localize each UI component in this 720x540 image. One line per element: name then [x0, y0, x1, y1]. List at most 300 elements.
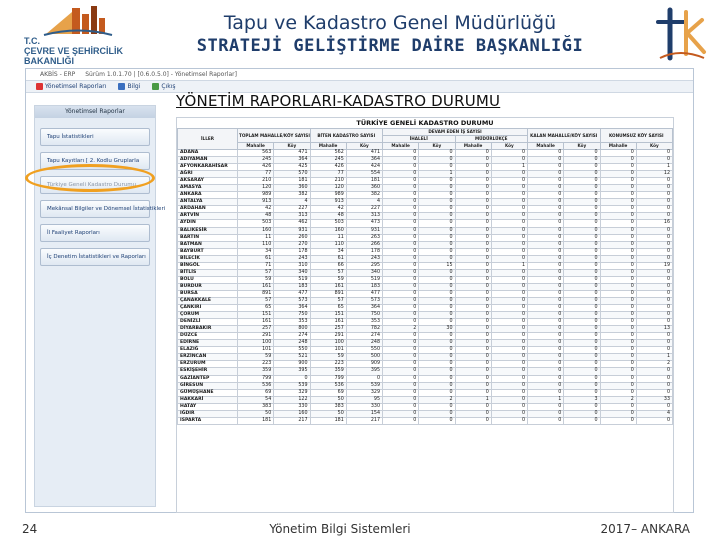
table-cell: 0	[419, 255, 455, 262]
table-cell-il: BİNGÖL	[178, 262, 238, 269]
table-cell: 161	[310, 319, 346, 326]
table-cell: 161	[310, 283, 346, 290]
table-cell: 0	[564, 375, 600, 382]
table-cell: 471	[346, 150, 382, 157]
ministry-emblem-icon	[42, 6, 114, 36]
table-cell: 151	[238, 312, 274, 319]
table-cell: 0	[491, 220, 527, 227]
table-cell: 0	[528, 206, 564, 213]
page-title: Tapu ve Kadastro Genel Müdürlüğü	[223, 12, 557, 34]
table-cell: 0	[600, 354, 636, 361]
sidebar-item-mekansal-bilgiler[interactable]: Mekânsal Bilgiler ve Dönemsel İstatistikleri	[40, 200, 150, 218]
table-cell: 0	[491, 283, 527, 290]
table-cell: 0	[383, 164, 419, 171]
table-cell: 426	[238, 164, 274, 171]
table-row[interactable]	[178, 326, 673, 333]
table-cell: 0	[491, 396, 527, 403]
table-cell: 243	[346, 255, 382, 262]
table-cell: 295	[346, 262, 382, 269]
table-cell: 69	[310, 389, 346, 396]
table-cell-il: AĞRI	[178, 171, 238, 178]
table-row[interactable]	[178, 262, 673, 269]
table-cell: 536	[310, 382, 346, 389]
table-row[interactable]	[178, 417, 673, 424]
table-row[interactable]	[178, 305, 673, 312]
table-cell: 0	[564, 157, 600, 164]
table-row[interactable]	[178, 319, 673, 326]
table-cell: 77	[310, 171, 346, 178]
table-cell: 750	[274, 312, 310, 319]
table-cell: 0	[419, 319, 455, 326]
table-cell: 0	[636, 241, 672, 248]
table-row[interactable]	[178, 297, 673, 304]
table-cell: 0	[636, 368, 672, 375]
table-cell: 217	[274, 417, 310, 424]
table-cell: 0	[600, 248, 636, 255]
table-cell: 0	[383, 305, 419, 312]
table-cell: 0	[564, 305, 600, 312]
table-cell: 59	[310, 276, 346, 283]
table-cell: 799	[238, 375, 274, 382]
table-cell: 0	[491, 255, 527, 262]
table-cell: 227	[346, 206, 382, 213]
unit-mahalle-header: Mahalle	[528, 143, 564, 150]
table-cell: 0	[419, 333, 455, 340]
table-cell: 0	[491, 227, 527, 234]
table-cell: 0	[636, 375, 672, 382]
table-cell: 0	[419, 185, 455, 192]
table-cell: 0	[491, 375, 527, 382]
table-row[interactable]	[178, 290, 673, 297]
table-cell: 0	[600, 326, 636, 333]
table-cell: 34	[310, 248, 346, 255]
table-cell: 0	[528, 375, 564, 382]
table-cell-il: BURSA	[178, 290, 238, 297]
table-cell: 266	[346, 241, 382, 248]
table-cell: 0	[491, 206, 527, 213]
table-cell: 61	[310, 255, 346, 262]
sidebar-item-tapu-istatistikleri[interactable]: Tapu İstatistikleri	[40, 128, 150, 146]
table-cell: 0	[636, 178, 672, 185]
table-cell: 0	[419, 340, 455, 347]
table-row[interactable]	[178, 361, 673, 368]
app-version: Sürüm 1.0.1.70 | [0.6.0.5.0] - Yönetimsel Raporlar]	[85, 71, 237, 78]
table-cell: 57	[310, 297, 346, 304]
table-cell: 50	[310, 396, 346, 403]
table-cell: 0	[528, 354, 564, 361]
table-cell: 0	[564, 171, 600, 178]
table-cell: 217	[346, 417, 382, 424]
table-cell-il: ÇANKIRI	[178, 305, 238, 312]
table-cell-il: EDİRNE	[178, 340, 238, 347]
table-cell: 270	[274, 241, 310, 248]
table-cell: 0	[564, 178, 600, 185]
table-row[interactable]	[178, 276, 673, 283]
unit-mahalle-header: Mahalle	[383, 143, 419, 150]
table-row[interactable]	[178, 234, 673, 241]
table-cell: 395	[274, 368, 310, 375]
table-cell: 329	[274, 389, 310, 396]
table-cell: 0	[564, 382, 600, 389]
table-cell: 0	[383, 213, 419, 220]
table-row[interactable]	[178, 171, 673, 178]
table-cell: 160	[238, 227, 274, 234]
table-cell: 0	[491, 389, 527, 396]
sidebar-item-faaliyet-raporlari[interactable]: İl Faaliyet Raporları	[40, 224, 150, 242]
grid-body	[178, 150, 673, 425]
table-cell: 0	[600, 340, 636, 347]
table-cell: 359	[310, 368, 346, 375]
toolbar-exit-label: Çıkış	[161, 83, 176, 90]
table-cell: 0	[455, 382, 491, 389]
table-cell: 0	[419, 276, 455, 283]
table-cell: 161	[238, 319, 274, 326]
col-biten: BİTEN KADASTRO SAYISI	[310, 129, 383, 143]
table-row[interactable]	[178, 347, 673, 354]
table-cell-il: ARDAHAN	[178, 206, 238, 213]
table-cell: 0	[636, 206, 672, 213]
table-cell: 0	[455, 157, 491, 164]
table-cell: 50	[310, 410, 346, 417]
table-row[interactable]	[178, 185, 673, 192]
table-cell: 0	[383, 389, 419, 396]
table-cell: 2	[600, 396, 636, 403]
table-cell-il: BARTIN	[178, 234, 238, 241]
toolbar-info-button[interactable]	[118, 83, 140, 90]
table-cell: 160	[274, 410, 310, 417]
info-icon	[118, 83, 125, 90]
table-cell: 0	[383, 283, 419, 290]
table-cell: 364	[274, 157, 310, 164]
table-cell: 1	[636, 354, 672, 361]
table-row[interactable]	[178, 157, 673, 164]
table-cell: 0	[636, 333, 672, 340]
table-row[interactable]	[178, 396, 673, 403]
table-cell: 0	[455, 417, 491, 424]
table-row[interactable]	[178, 255, 673, 262]
table-cell: 210	[310, 178, 346, 185]
table-row[interactable]	[178, 269, 673, 276]
table-cell: 0	[528, 241, 564, 248]
table-cell: 2	[636, 361, 672, 368]
table-cell: 100	[238, 340, 274, 347]
table-cell: 0	[419, 410, 455, 417]
footer-right: 2017– ANKARA	[600, 522, 690, 536]
table-cell: 750	[346, 312, 382, 319]
table-cell: 181	[310, 417, 346, 424]
table-cell: 11	[238, 234, 274, 241]
table-cell: 0	[636, 255, 672, 262]
unit-koy-header: Köy	[346, 143, 382, 150]
table-cell: 57	[238, 269, 274, 276]
table-cell: 101	[238, 347, 274, 354]
table-cell: 0	[455, 333, 491, 340]
table-cell: 0	[600, 199, 636, 206]
table-cell: 0	[491, 248, 527, 255]
table-cell: 0	[564, 312, 600, 319]
table-cell-il: ADIYAMAN	[178, 157, 238, 164]
table-cell: 48	[310, 213, 346, 220]
table-cell-il: AFYONKARAHİSAR	[178, 164, 238, 171]
table-row[interactable]	[178, 333, 673, 340]
table-cell: 0	[491, 347, 527, 354]
table-row[interactable]	[178, 403, 673, 410]
table-cell: 891	[238, 290, 274, 297]
table-cell: 0	[600, 255, 636, 262]
unit-koy-header: Köy	[419, 143, 455, 150]
table-row[interactable]	[178, 192, 673, 199]
table-cell-il: ERZİNCAN	[178, 354, 238, 361]
table-row[interactable]	[178, 220, 673, 227]
table-cell: 395	[346, 368, 382, 375]
table-cell: 0	[383, 361, 419, 368]
table-row[interactable]	[178, 382, 673, 389]
table-row[interactable]	[178, 354, 673, 361]
table-cell: 0	[455, 171, 491, 178]
table-cell: 0	[455, 361, 491, 368]
sidebar-item-tapu-kayitlari[interactable]: Tapu Kayıtları [ 2. Kodlu Gruplarla	[40, 152, 150, 170]
table-cell: 0	[600, 347, 636, 354]
table-cell: 0	[491, 319, 527, 326]
table-cell: 65	[310, 305, 346, 312]
table-cell: 0	[491, 157, 527, 164]
table-cell: 0	[383, 375, 419, 382]
table-cell: 69	[238, 389, 274, 396]
unit-koy-header: Köy	[274, 143, 310, 150]
col-kalan: KALAN MAHALLE/KÖY SAYISI	[528, 129, 601, 143]
table-cell: 0	[564, 262, 600, 269]
table-cell: 0	[600, 178, 636, 185]
table-cell: 570	[274, 171, 310, 178]
table-row[interactable]	[178, 241, 673, 248]
table-cell: 0	[528, 248, 564, 255]
table-cell: 0	[419, 178, 455, 185]
table-cell: 0	[419, 347, 455, 354]
table-row[interactable]	[178, 164, 673, 171]
table-cell: 59	[310, 354, 346, 361]
table-cell: 120	[238, 185, 274, 192]
table-cell: 500	[346, 354, 382, 361]
table-cell: 0	[600, 283, 636, 290]
col-iller: İLLER	[178, 129, 238, 150]
table-cell-il: HATAY	[178, 403, 238, 410]
table-row[interactable]	[178, 199, 673, 206]
toolbar-reports-button[interactable]	[36, 83, 106, 90]
table-row[interactable]	[178, 213, 673, 220]
table-cell: 257	[310, 326, 346, 333]
table-cell: 0	[491, 333, 527, 340]
table-cell: 0	[600, 171, 636, 178]
table-row[interactable]	[178, 340, 673, 347]
table-cell: 181	[274, 178, 310, 185]
table-row[interactable]	[178, 206, 673, 213]
table-row[interactable]	[178, 283, 673, 290]
table-cell: 0	[636, 234, 672, 241]
table-cell: 360	[346, 185, 382, 192]
table-cell: 0	[564, 354, 600, 361]
table-cell: 0	[455, 199, 491, 206]
table-cell: 989	[238, 192, 274, 199]
table-row[interactable]	[178, 150, 673, 157]
table-cell: 313	[274, 213, 310, 220]
table-cell: 0	[455, 185, 491, 192]
table-cell: 0	[636, 150, 672, 157]
toolbar-exit-button[interactable]	[152, 83, 175, 90]
table-cell: 0	[600, 206, 636, 213]
table-cell: 0	[455, 389, 491, 396]
table-cell: 519	[274, 276, 310, 283]
table-cell: 0	[636, 305, 672, 312]
table-cell: 519	[346, 276, 382, 283]
table-cell: 0	[383, 234, 419, 241]
table-cell: 0	[528, 283, 564, 290]
table-row[interactable]	[178, 178, 673, 185]
table-cell: 359	[238, 368, 274, 375]
table-cell: 521	[274, 354, 310, 361]
table-cell: 425	[274, 164, 310, 171]
footer-center: Yönetim Bilgi Sistemleri	[269, 522, 411, 536]
table-cell: 0	[383, 297, 419, 304]
table-cell: 1	[491, 262, 527, 269]
table-cell: 0	[491, 192, 527, 199]
table-cell: 2	[383, 326, 419, 333]
table-cell: 0	[564, 213, 600, 220]
table-cell: 0	[636, 157, 672, 164]
sidebar-item-kadastro-durumu[interactable]: Türkiye Geneli Kadastro Durumu	[40, 176, 150, 194]
sidebar-title: Yönetimsel Raporlar	[35, 106, 155, 118]
table-cell: 0	[600, 269, 636, 276]
table-cell: 0	[636, 213, 672, 220]
table-cell: 0	[419, 389, 455, 396]
sidebar-item-ic-denetim[interactable]: İç Denetim İstatistikleri ve Raporları	[40, 248, 150, 266]
table-cell: 0	[564, 410, 600, 417]
table-cell: 0	[528, 410, 564, 417]
table-cell-il: BAYBURT	[178, 248, 238, 255]
table-cell: 0	[600, 389, 636, 396]
table-cell: 0	[491, 368, 527, 375]
table-cell: 0	[528, 361, 564, 368]
table-cell-il: DÜZCE	[178, 333, 238, 340]
table-cell: 0	[419, 150, 455, 157]
table-cell: 340	[274, 269, 310, 276]
table-row[interactable]	[178, 375, 673, 382]
table-cell: 263	[346, 234, 382, 241]
unit-koy-header: Köy	[491, 143, 527, 150]
table-cell: 0	[455, 312, 491, 319]
table-cell: 0	[636, 248, 672, 255]
table-cell: 50	[238, 410, 274, 417]
table-cell: 183	[346, 283, 382, 290]
table-cell: 95	[346, 396, 382, 403]
table-cell: 0	[564, 227, 600, 234]
table-cell: 0	[491, 305, 527, 312]
table-row[interactable]	[178, 312, 673, 319]
table-cell: 0	[455, 319, 491, 326]
table-cell: 573	[346, 297, 382, 304]
table-cell: 0	[564, 368, 600, 375]
table-cell: 0	[455, 255, 491, 262]
table-row[interactable]	[178, 389, 673, 396]
table-cell: 0	[528, 347, 564, 354]
table-cell: 151	[310, 312, 346, 319]
table-cell: 0	[636, 290, 672, 297]
table-cell: 0	[455, 276, 491, 283]
table-cell: 1	[528, 396, 564, 403]
table-cell: 0	[528, 199, 564, 206]
table-row[interactable]	[178, 248, 673, 255]
table-cell-il: BALIKESİR	[178, 227, 238, 234]
table-cell: 0	[636, 276, 672, 283]
table-cell-il: ARTVİN	[178, 213, 238, 220]
table-cell: 0	[564, 340, 600, 347]
table-cell: 183	[274, 283, 310, 290]
table-cell-il: BOLU	[178, 276, 238, 283]
unit-mahalle-header: Mahalle	[310, 143, 346, 150]
table-cell: 0	[564, 269, 600, 276]
table-cell: 223	[310, 361, 346, 368]
table-cell-il: GÜMÜŞHANE	[178, 389, 238, 396]
table-cell: 0	[564, 319, 600, 326]
table-cell: 550	[274, 347, 310, 354]
table-cell: 0	[419, 403, 455, 410]
table-cell: 61	[238, 255, 274, 262]
table-cell: 2	[419, 396, 455, 403]
table-cell: 274	[274, 333, 310, 340]
table-cell-il: AKSARAY	[178, 178, 238, 185]
table-cell: 891	[310, 290, 346, 297]
table-cell: 0	[455, 262, 491, 269]
table-cell: 0	[491, 361, 527, 368]
table-cell: 0	[564, 283, 600, 290]
table-cell: 0	[528, 157, 564, 164]
table-cell: 0	[564, 199, 600, 206]
table-cell: 329	[346, 389, 382, 396]
table-row[interactable]	[178, 410, 673, 417]
table-cell: 248	[274, 340, 310, 347]
table-cell: 799	[310, 375, 346, 382]
table-cell: 0	[636, 283, 672, 290]
table-cell: 161	[238, 283, 274, 290]
table-cell: 0	[564, 192, 600, 199]
table-cell: 0	[564, 361, 600, 368]
table-cell-il: ANTALYA	[178, 199, 238, 206]
table-cell: 0	[600, 297, 636, 304]
table-cell: 0	[455, 297, 491, 304]
table-cell: 539	[274, 382, 310, 389]
table-cell: 0	[564, 241, 600, 248]
table-cell: 0	[455, 164, 491, 171]
table-cell: 330	[274, 403, 310, 410]
col-devam: DEVAM EDEN İŞ SAYISI	[383, 129, 528, 136]
report-title: YÖNETİM RAPORLARI-KADASTRO DURUMU	[176, 92, 501, 110]
table-cell: 0	[419, 213, 455, 220]
table-cell: 0	[383, 417, 419, 424]
table-row[interactable]	[178, 227, 673, 234]
table-cell: 0	[491, 340, 527, 347]
table-cell: 0	[383, 185, 419, 192]
table-cell: 15	[419, 262, 455, 269]
table-cell: 0	[528, 213, 564, 220]
table-cell: 0	[383, 396, 419, 403]
table-cell: 274	[346, 333, 382, 340]
table-cell: 42	[238, 206, 274, 213]
table-cell: 0	[455, 326, 491, 333]
table-cell: 313	[346, 213, 382, 220]
table-row[interactable]	[178, 368, 673, 375]
table-cell: 0	[564, 185, 600, 192]
table-cell: 550	[346, 347, 382, 354]
table-cell: 0	[600, 150, 636, 157]
